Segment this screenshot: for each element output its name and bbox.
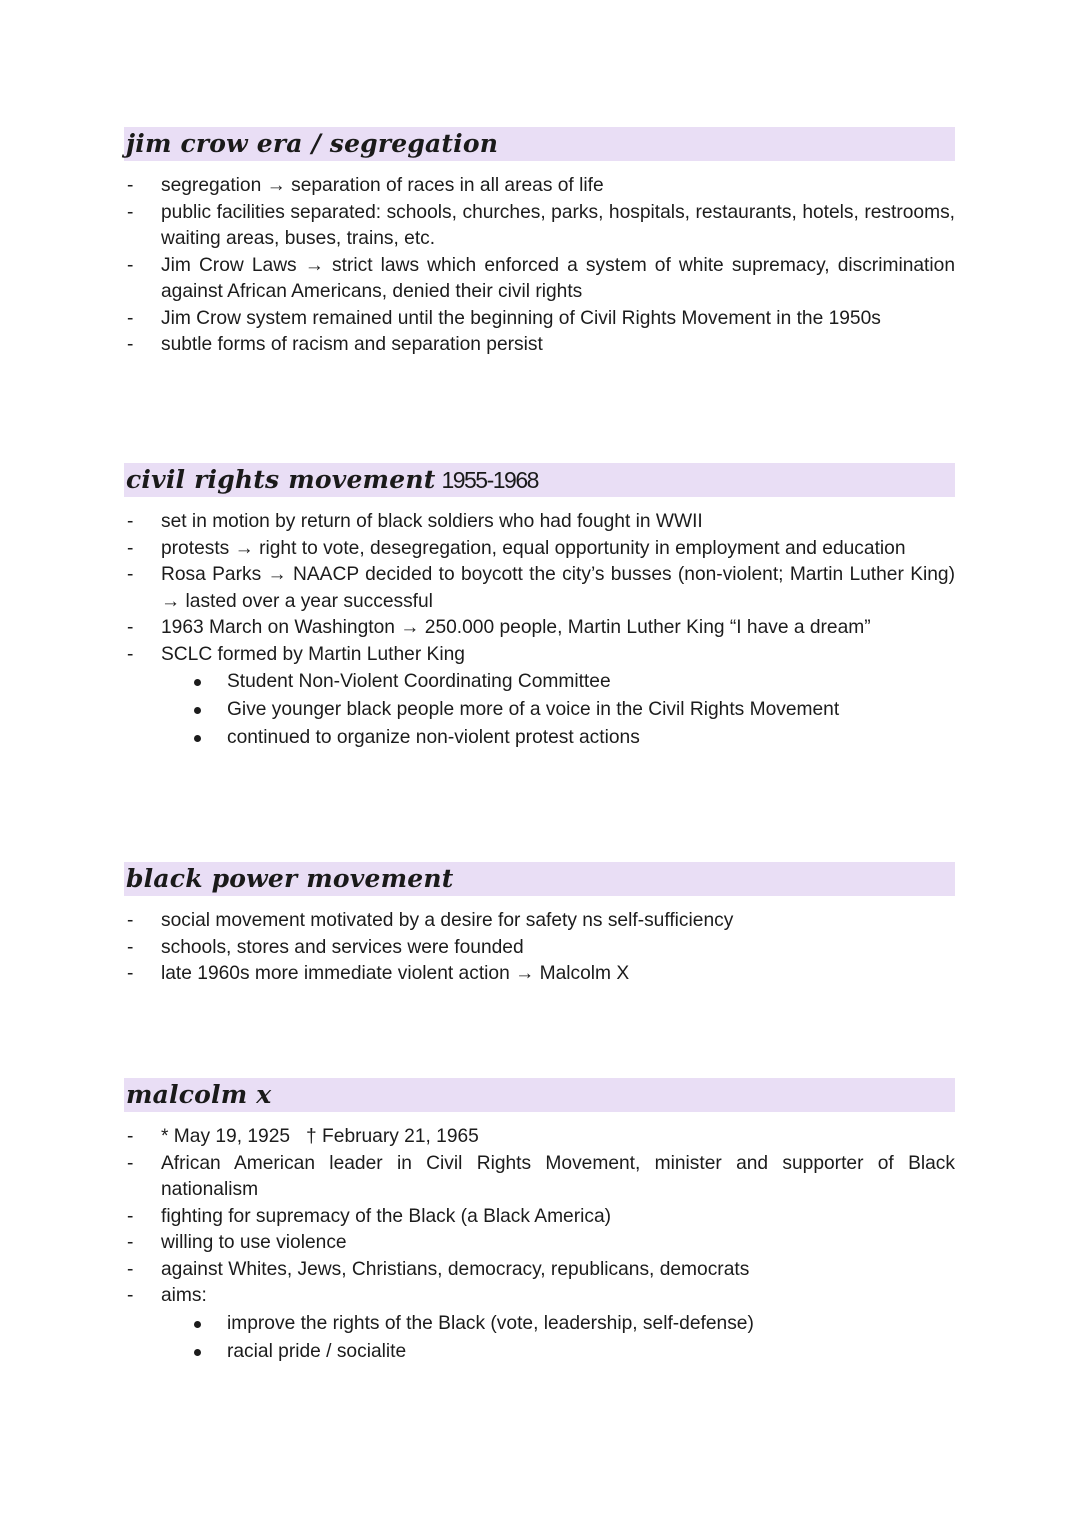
list-item: - Rosa Parks → NAACP decided to boycott the city’s busses (non-violent; Martin Luther King) → lasted over a year successful [124,562,955,615]
sub-list-item: Give younger black people more of a voice in the Civil Rights Movement [190,696,955,724]
section-heading-bar [124,127,955,161]
list-item: - African American leader in Civil Rights Movement, minister and supporter of Black nationalism [124,1151,955,1204]
list-item: - segregation → separation of races in all areas of life [124,173,955,200]
list-item: - fighting for supremacy of the Black (a Black America) [124,1204,955,1231]
section-title: malcolm x [126,1080,272,1109]
list-item: - public facilities separated: schools, churches, parks, hospitals, restaurants, hotels, restrooms, waiting areas, buses, trains, etc. [124,200,955,253]
bullet-list [124,173,955,359]
section-title: black power movement [126,864,454,893]
bullet-list [124,908,955,988]
list-item: - Jim Crow Laws → strict laws which enforced a system of white supremacy, discrimination against African Americans, denied their civil rights [124,253,955,306]
bullet-list [124,1124,955,1310]
section-heading-bar [124,862,955,896]
list-item: - schools, stores and services were founded [124,935,955,962]
section-heading-bar [124,463,955,497]
list-item: - late 1960s more immediate violent action → Malcolm X [124,961,955,988]
section-jim-crow [124,127,955,359]
list-item: - subtle forms of racism and separation persist [124,332,955,359]
sub-list-item: Student Non-Violent Coordinating Committee [190,668,955,696]
list-item: - social movement motivated by a desire for safety ns self-sufficiency [124,908,955,935]
list-item: - aims: [124,1283,955,1310]
section-years: 1955-1968 [441,467,538,493]
section-heading-bar [124,1078,955,1112]
list-item: - 1963 March on Washington → 250.000 people, Martin Luther King “I have a dream” [124,615,955,642]
sub-list-item: racial pride / socialite [190,1338,955,1366]
list-item: - protests → right to vote, desegregation, equal opportunity in employment and education [124,536,955,563]
list-item: - against Whites, Jews, Christians, democracy, republicans, democrats [124,1257,955,1284]
section-title: jim crow era / segregation [126,129,499,158]
section-civil-rights [124,463,955,752]
sub-list-item: continued to organize non-violent protest actions [190,724,955,752]
section-title [126,465,538,494]
sub-list-item: improve the rights of the Black (vote, leadership, self-defense) [190,1310,955,1338]
list-item: - SCLC formed by Martin Luther King [124,642,955,669]
section-black-power [124,862,955,988]
sub-bullet-list [124,668,955,752]
list-item: - * May 19, 1925 † February 21, 1965 [124,1124,955,1151]
list-item: - Jim Crow system remained until the beginning of Civil Rights Movement in the 1950s [124,306,955,333]
sub-bullet-list [124,1310,955,1366]
list-item: - willing to use violence [124,1230,955,1257]
section-title-text: civil rights movement [126,465,436,494]
bullet-list [124,509,955,668]
list-item: - set in motion by return of black soldiers who had fought in WWII [124,509,955,536]
section-malcolm-x [124,1078,955,1366]
